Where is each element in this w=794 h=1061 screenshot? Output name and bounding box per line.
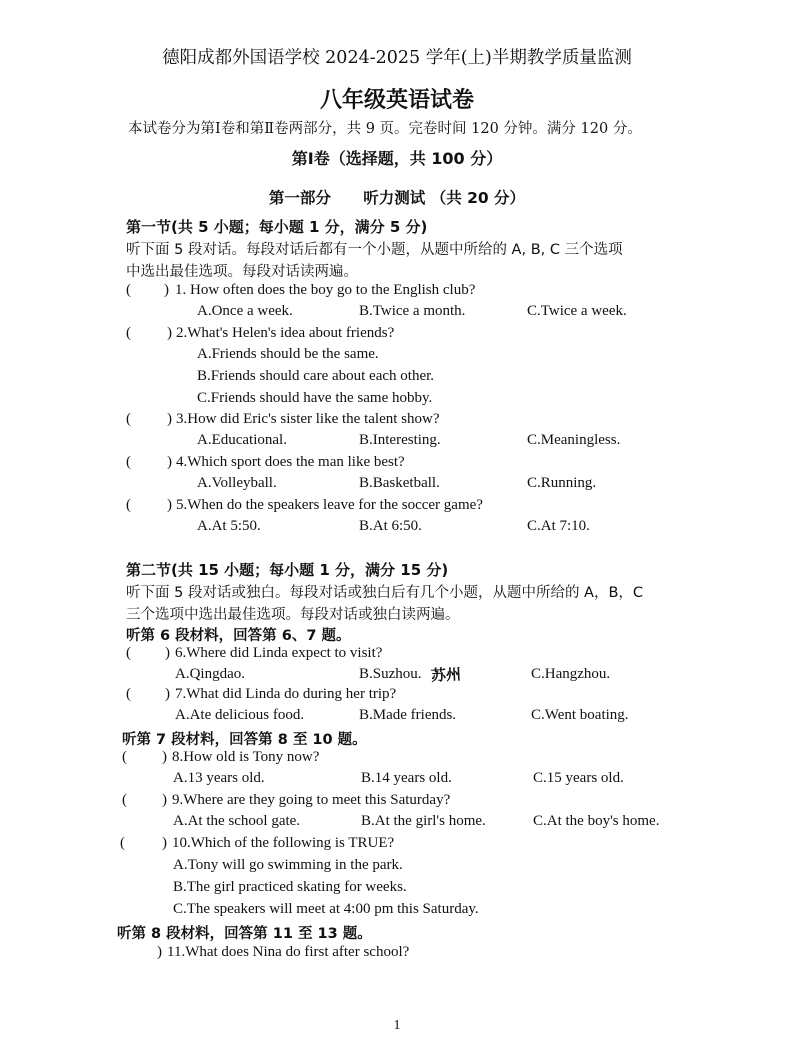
- exam-title: 八年级英语试卷: [319, 88, 474, 113]
- q10-option-c: C.The speakers will meet at 4:00 pm this Saturday.: [173, 901, 479, 917]
- answer-paren-open: (: [122, 792, 127, 808]
- q5-option-c: C.At 7:10.: [527, 518, 590, 534]
- q7-option-c: C.Went boating.: [531, 707, 629, 723]
- section2-instruction-line2: 三个选项中选出最佳选项。每段对话或独白读两遍。: [126, 607, 460, 623]
- question-1: 1. How often does the boy go to the English club?: [175, 282, 476, 298]
- exam-intro: 本试卷分为第Ⅰ卷和第Ⅱ卷两部分，共 9 页。完卷时间 120 分钟。满分 120 分。: [128, 121, 642, 137]
- answer-paren-open: (: [126, 686, 131, 702]
- answer-paren-open: (: [126, 645, 131, 661]
- volume1-title: 第Ⅰ卷（选择题，共 100 分）: [291, 149, 503, 168]
- q3-option-c: C.Meaningless.: [527, 432, 621, 448]
- handwritten-note: 苏州: [430, 665, 462, 685]
- q1-option-b: B.Twice a month.: [359, 303, 466, 319]
- answer-paren-close: ): [167, 454, 172, 470]
- q5-option-a: A.At 5:50.: [197, 518, 261, 534]
- answer-paren-open: (: [126, 282, 131, 298]
- q6-option-b: B.Suzhou.: [359, 666, 422, 682]
- question-10: 10.Which of the following is TRUE?: [172, 835, 395, 851]
- answer-paren-open: (: [126, 325, 131, 341]
- q2-option-b: B.Friends should care about each other.: [197, 368, 435, 384]
- q2-option-a: A.Friends should be the same.: [197, 346, 379, 362]
- question-5: 5.When do the speakers leave for the soccer game?: [176, 497, 483, 513]
- question-2: 2.What's Helen's idea about friends?: [176, 325, 395, 341]
- part1-title: 第一部分 听力测试 （共 20 分）: [268, 189, 526, 207]
- question-9: 9.Where are they going to meet this Saturday?: [172, 792, 451, 808]
- question-4: 4.Which sport does the man like best?: [176, 454, 405, 470]
- q3-option-a: A.Educational.: [197, 432, 287, 448]
- answer-paren-close: ): [165, 686, 170, 702]
- q8-option-c: C.15 years old.: [533, 770, 624, 786]
- q4-option-c: C.Running.: [527, 475, 597, 491]
- q9-option-a: A.At the school gate.: [173, 813, 301, 829]
- section1-title: 第一节(共 5 小题；每小题 1 分，满分 5 分): [126, 218, 428, 236]
- q6-option-c: C.Hangzhou.: [531, 666, 611, 682]
- material-6-heading: 听第 6 段材料，回答第 6、7 题。: [126, 628, 351, 644]
- answer-paren-close: ): [167, 411, 172, 427]
- q4-option-b: B.Basketball.: [359, 475, 440, 491]
- material-7-heading: 听第 7 段材料，回答第 8 至 10 题。: [122, 732, 367, 748]
- section2-title: 第二节(共 15 小题；每小题 1 分，满分 15 分): [126, 561, 449, 579]
- answer-paren-close: ): [162, 792, 167, 808]
- answer-paren-close: ): [165, 645, 170, 661]
- answer-paren-close: ): [164, 282, 169, 298]
- material-8-heading: 听第 8 段材料，回答第 11 至 13 题。: [117, 926, 372, 942]
- answer-paren-close: ): [167, 325, 172, 341]
- answer-paren-close: ): [162, 835, 167, 851]
- q8-option-b: B.14 years old.: [361, 770, 452, 786]
- q8-option-a: A.13 years old.: [173, 770, 265, 786]
- question-6: 6.Where did Linda expect to visit?: [175, 645, 383, 661]
- q1-option-a: A.Once a week.: [197, 303, 293, 319]
- section1-instruction-line1: 听下面 5 段对话。每段对话后都有一个小题，从题中所给的 A, B, C 三个选项: [126, 242, 623, 258]
- section1-instruction-line2: 中选出最佳选项。每段对话读两遍。: [126, 264, 358, 280]
- answer-paren-open: (: [126, 497, 131, 513]
- q5-option-b: B.At 6:50.: [359, 518, 422, 534]
- q4-option-a: A.Volleyball.: [197, 475, 277, 491]
- q7-option-a: A.Ate delicious food.: [175, 707, 305, 723]
- q9-option-b: B.At the girl's home.: [361, 813, 486, 829]
- answer-paren-close: ): [157, 944, 162, 960]
- answer-paren-open: (: [126, 454, 131, 470]
- q6-option-a: A.Qingdao.: [175, 666, 245, 682]
- answer-paren-close: ): [162, 749, 167, 765]
- page-number: 1: [393, 1018, 401, 1033]
- question-3: 3.How did Eric's sister like the talent show?: [176, 411, 440, 427]
- answer-paren-close: ): [167, 497, 172, 513]
- answer-paren-open: (: [126, 411, 131, 427]
- q1-option-c: C.Twice a week.: [527, 303, 627, 319]
- q7-option-b: B.Made friends.: [359, 707, 457, 723]
- question-8: 8.How old is Tony now?: [172, 749, 320, 765]
- answer-paren-open: (: [122, 749, 127, 765]
- question-11: 11.What does Nina do first after school?: [167, 944, 410, 960]
- school-line: 德阳成都外国语学校 2024-2025 学年(上)半期教学质量监测: [162, 48, 632, 68]
- q10-option-a: A.Tony will go swimming in the park.: [173, 857, 403, 873]
- q10-option-b: B.The girl practiced skating for weeks.: [173, 879, 407, 895]
- answer-paren-open: (: [120, 835, 125, 851]
- q3-option-b: B.Interesting.: [359, 432, 441, 448]
- question-7: 7.What did Linda do during her trip?: [175, 686, 397, 702]
- q9-option-c: C.At the boy's home.: [533, 813, 660, 829]
- section2-instruction-line1: 听下面 5 段对话或独白。每段对话或独白后有几个小题，从题中所给的 A，B，C: [126, 585, 644, 601]
- q2-option-c: C.Friends should have the same hobby.: [197, 390, 433, 406]
